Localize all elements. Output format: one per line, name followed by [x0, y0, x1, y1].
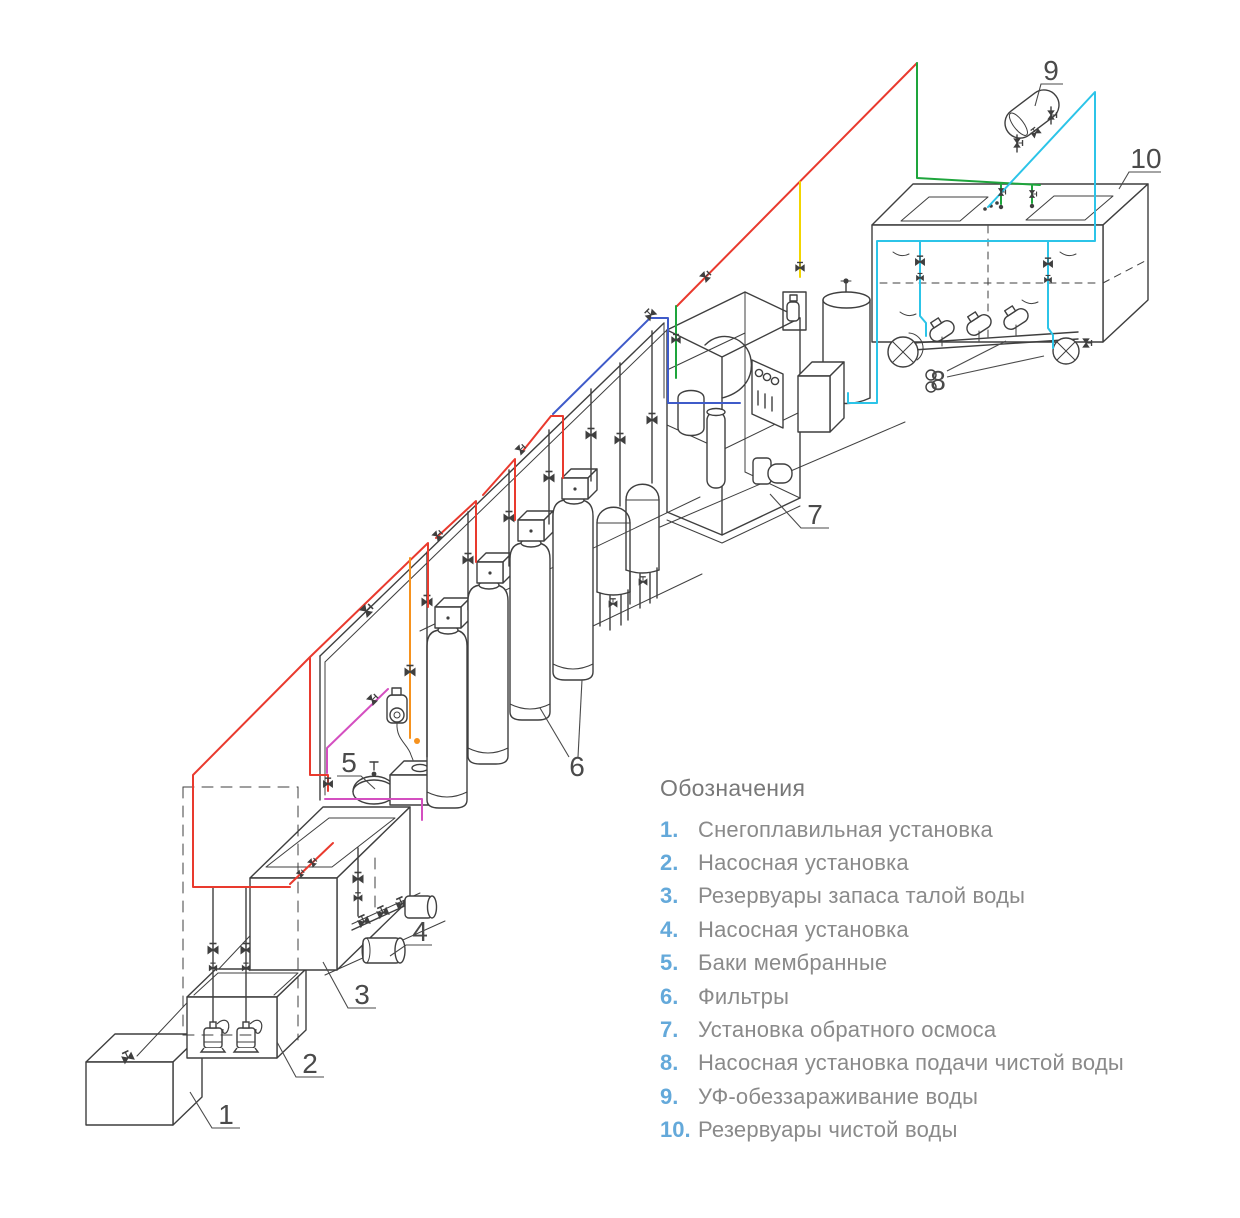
diagram-label-4: 4	[412, 916, 428, 947]
diagram-label-1: 1	[218, 1099, 234, 1130]
legend-item	[660, 913, 1200, 946]
legend-item	[660, 1114, 1200, 1147]
legend-item	[660, 980, 1200, 1013]
legend-item-number: 1.	[660, 816, 679, 842]
label-7	[770, 494, 829, 530]
control-cabinet	[798, 362, 844, 432]
diagram-label-9: 9	[1043, 55, 1059, 86]
legend-title: Обозначения	[660, 775, 806, 801]
legend-item-label: Резервуары запаса талой воды	[698, 883, 1026, 909]
legend-item-label: Баки мембранные	[698, 950, 888, 976]
legend-item	[660, 813, 1200, 846]
filter-bottle	[510, 430, 554, 720]
diagram-label-6: 6	[569, 751, 585, 782]
ro-pump	[753, 458, 792, 484]
pump-motor	[405, 896, 437, 918]
legend	[660, 776, 1200, 1147]
diagram-label-8: 8	[930, 365, 946, 396]
legend-item-label: Снегоплавильная установка	[698, 816, 993, 842]
legend-item	[660, 846, 1200, 879]
legend-item-label: Насосная установка	[698, 916, 909, 942]
legend-item-label: УФ-обеззараживание воды	[698, 1083, 979, 1109]
dome-tank	[626, 331, 659, 608]
diagram-label-10: 10	[1130, 143, 1162, 174]
legend-item-number: 2.	[660, 850, 679, 876]
legend-item	[660, 1013, 1200, 1046]
label-8	[930, 341, 1044, 396]
legend-item-number: 10.	[660, 1117, 691, 1143]
diagram-label-2: 2	[302, 1048, 318, 1079]
uv-disinfection-unit	[999, 84, 1065, 152]
control-panel	[752, 360, 783, 428]
label-10	[1119, 143, 1162, 189]
legend-item	[660, 947, 1200, 980]
legend-item	[660, 1047, 1200, 1080]
diagram-label-5: 5	[341, 747, 357, 778]
legend-item-number: 4.	[660, 916, 679, 942]
dome-tank	[597, 363, 630, 630]
legend-item-number: 5.	[660, 950, 679, 976]
filter-bottle	[553, 389, 597, 680]
legend-item-number: 9.	[660, 1083, 679, 1109]
legend-item	[660, 880, 1200, 913]
legend-item-number: 7.	[660, 1017, 679, 1043]
legend-item-number: 8.	[660, 1050, 679, 1076]
flange	[1053, 338, 1079, 364]
legend-item-label: Фильтры	[698, 983, 790, 1009]
diagram-label-7: 7	[807, 499, 823, 530]
legend-item-number: 6.	[660, 983, 679, 1009]
filters	[422, 331, 659, 808]
legend-item-number: 3.	[660, 883, 679, 909]
legend-item-label: Установка обратного осмоса	[698, 1017, 997, 1043]
legend-item-label: Резервуары чистой воды	[698, 1117, 958, 1143]
valve-icon	[1014, 139, 1023, 148]
filter-bottle	[468, 470, 514, 764]
legend-item-label: Насосная установка	[698, 850, 909, 876]
legend-item	[660, 1080, 1200, 1113]
pipe-blue	[553, 318, 740, 414]
legend-item-label: Насосная установка подачи чистой воды	[698, 1050, 1124, 1076]
diagram-label-3: 3	[354, 979, 370, 1010]
reverse-osmosis-unit	[667, 278, 870, 543]
